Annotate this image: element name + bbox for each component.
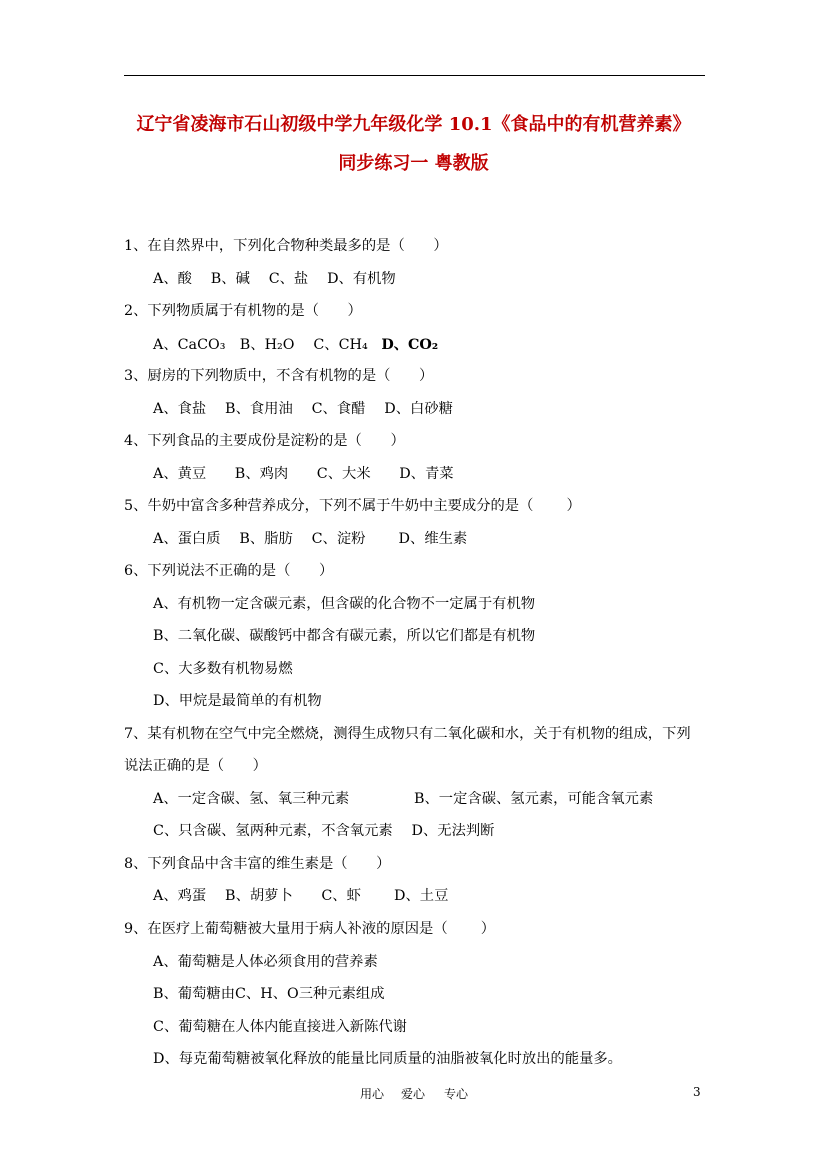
question-7-option-b: B、一定含碳、氢元素，可能含氧元素 bbox=[414, 791, 654, 807]
question-9-option-a: A、葡萄糖是人体必须食用的营养素 bbox=[153, 954, 378, 970]
question-6-stem: 6、下列说法不正确的是（ ） bbox=[124, 563, 334, 579]
question-7-option-a: A、一定含碳、氢、氧三种元素 bbox=[153, 791, 350, 807]
question-9-stem: 9、在医疗上葡萄糖被大量用于病人补液的原因是（ ） bbox=[124, 921, 496, 937]
question-7-stem: 7、某有机物在空气中完全燃烧，测得生成物只有二氧化碳和水，关于有机物的组成，下列 bbox=[124, 726, 691, 742]
question-2-options bbox=[153, 336, 438, 354]
question-1-stem: 1、在自然界中，下列化合物种类最多的是（ ） bbox=[124, 238, 448, 254]
header-rule bbox=[124, 75, 705, 76]
question-7-options-cd: C、只含碳、氢两种元素，不含氧元素 D、无法判断 bbox=[153, 823, 495, 839]
question-2-stem: 2、下列物质属于有机物的是（ ） bbox=[124, 303, 362, 319]
question-2-options-abc: A、CaCO₃ B、H₂O C、CH₄ bbox=[153, 337, 368, 353]
document-title: 辽宁省凌海市石山初级中学九年级化学 10.1《食品中的有机营养素》 bbox=[136, 114, 691, 135]
question-9-option-c: C、葡萄糖在人体内能直接进入新陈代谢 bbox=[153, 1019, 407, 1035]
page-number: 3 bbox=[693, 1085, 701, 1099]
question-2-option-d: D、CO₂ bbox=[381, 337, 439, 353]
question-8-options: A、鸡蛋 B、胡萝卜 C、虾 D、土豆 bbox=[153, 888, 449, 904]
question-3-stem: 3、厨房的下列物质中，不含有机物的是（ ） bbox=[124, 368, 434, 384]
question-7-stem-cont: 说法正确的是（ ） bbox=[124, 758, 267, 774]
question-5-stem: 5、牛奶中富含多种营养成分，下列不属于牛奶中主要成分的是（ ） bbox=[124, 498, 581, 514]
footer-text-2: 爱心 bbox=[401, 1087, 426, 1101]
question-8-stem: 8、下列食品中含丰富的维生素是（ ） bbox=[124, 856, 391, 872]
question-3-options: A、食盐 B、食用油 C、食醋 D、白砂糖 bbox=[153, 401, 453, 417]
question-6-option-a: A、有机物一定含碳元素，但含碳的化合物不一定属于有机物 bbox=[153, 596, 536, 612]
question-9-option-d: D、每克葡萄糖被氧化释放的能量比同质量的油脂被氧化时放出的能量多。 bbox=[153, 1051, 622, 1067]
footer-text-3: 专心 bbox=[444, 1087, 469, 1101]
footer-text-1: 用心 bbox=[360, 1087, 385, 1101]
question-4-options: A、黄豆 B、鸡肉 C、大米 D、青菜 bbox=[153, 466, 454, 482]
document-subtitle: 同步练习一 粤教版 bbox=[338, 153, 489, 174]
question-6-option-c: C、大多数有机物易燃 bbox=[153, 661, 293, 677]
question-9-option-b: B、葡萄糖由C、H、O三种元素组成 bbox=[153, 986, 385, 1002]
question-5-options: A、蛋白质 B、脂肪 C、淀粉 D、维生素 bbox=[153, 531, 468, 547]
question-6-option-b: B、二氧化碳、碳酸钙中都含有碳元素，所以它们都是有机物 bbox=[153, 628, 536, 644]
question-6-option-d: D、甲烷是最简单的有机物 bbox=[153, 693, 322, 709]
question-4-stem: 4、下列食品的主要成份是淀粉的是（ ） bbox=[124, 433, 405, 449]
question-1-options: A、酸 B、碱 C、盐 D、有机物 bbox=[153, 271, 396, 287]
